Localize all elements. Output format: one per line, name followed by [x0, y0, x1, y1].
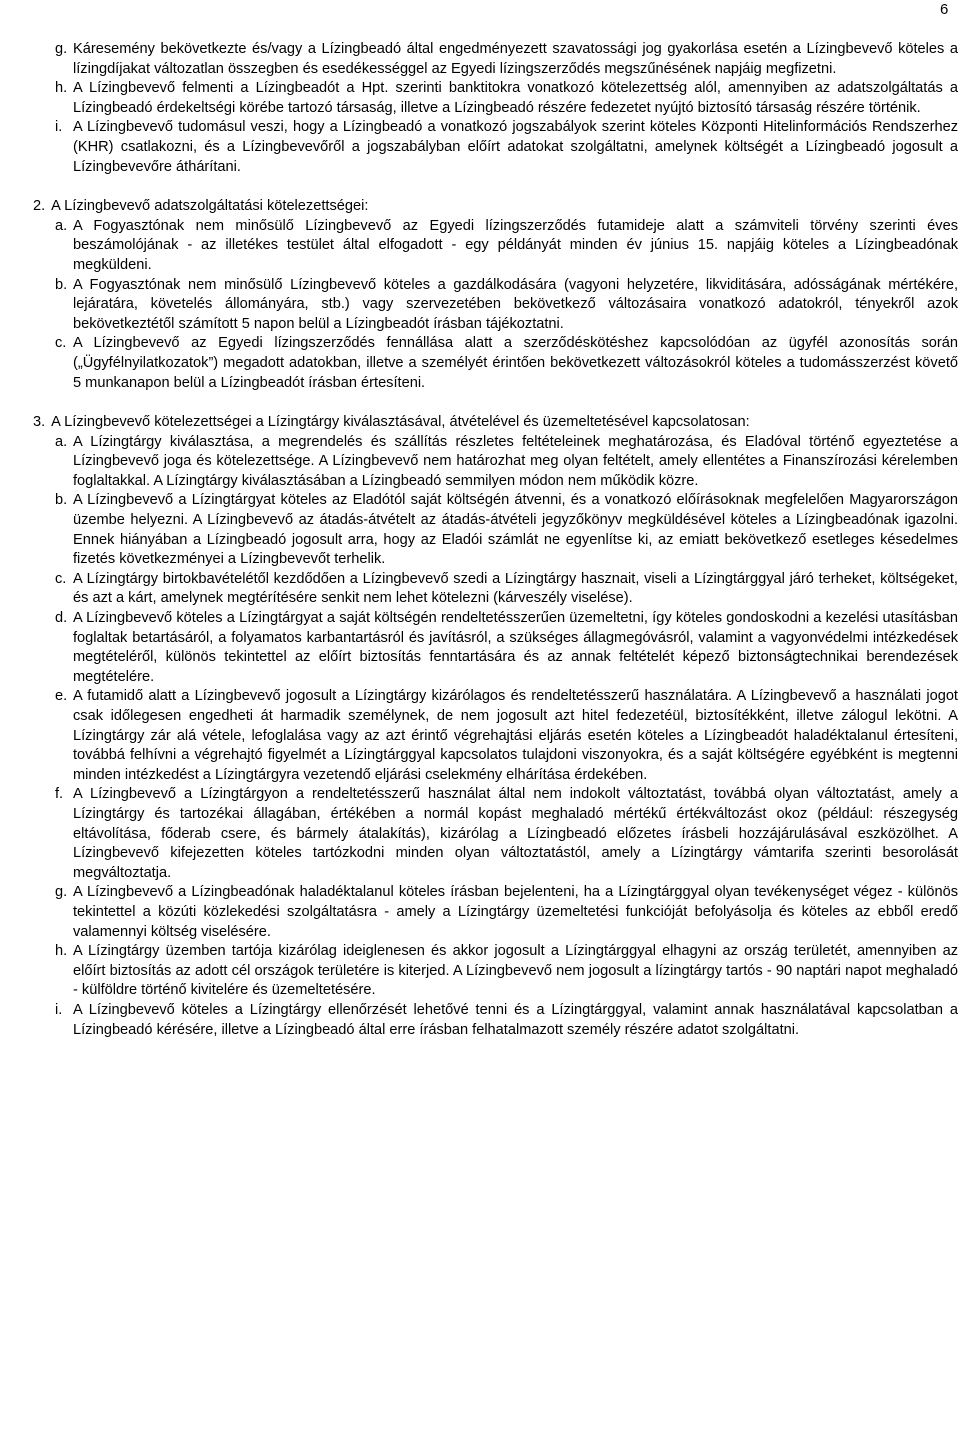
document-body	[33, 40, 958, 1040]
list-text: A Lízingbevevő a Lízingbeadónak haladéktalanul köteles írásban bejelenteni, ha a Lízingtárggyal olyan tevékenységet végez - különös tekintettel a közúti közlekedési szolgáltatásra - amely a Lízingtárgy üzemeltetési funkcióját befolyásolja és köteles az ebből eredő valamennyi költség viselésére.	[73, 884, 958, 940]
list-text: A Fogyasztónak nem minősülő Lízingbevevő az Egyedi lízingszerződés futamideje alatt a számviteli törvény szerinti éves beszámolójának - az illetékes testület által elfogadott - egy példányát minden év június 15. napjáig köteles a Lízingbeadónak megküldeni.	[73, 217, 958, 273]
section-heading-3	[33, 413, 958, 433]
list-item-2c	[33, 334, 958, 393]
section-title: A Lízingbevevő adatszolgáltatási kötelezettségei:	[51, 198, 369, 215]
list-item-3c	[33, 570, 958, 609]
list-marker: h.	[55, 80, 68, 97]
list-marker: h.	[55, 943, 68, 960]
list-marker: c.	[55, 570, 67, 587]
list-item-3a	[33, 433, 958, 492]
list-text: A futamidő alatt a Lízingbevevő jogosult a Lízingtárgy kizárólagos és rendeltetésszerű használatára. A Lízingbevevő a használati jogot csak időlegesen engedheti át harmadik személynek, de nem jogosult azt hitel fedezetéül, biztosítékként, illetve zálogul lekötni. A Lízingtárgy zár alá vétele, lefoglalása vagy az azt érintő végrehajtási eljárás esetén köteles a Lízingbeadót haladéktalanul értesíteni, továbbá felhívni a végrehajtó figyelmét a Lízingtárggyal kapcsolatos tulajdoni viszonyokra, és a saját költségére egyébként is megtenni minden intézkedést a Lízingtárgyra vezetendő eljárási cselekmény elhárítása érdekében.	[73, 688, 958, 783]
list-marker: a.	[55, 433, 68, 450]
list-item-3f	[33, 785, 958, 883]
list-item-3h	[33, 942, 958, 1001]
list-text: A Lízingbevevő a Lízingtárgyat köteles az Eladótól saját költségén átvenni, és a vonatkozó előírásoknak megfelelően Magyarországon üzembe helyezni. A Lízingbevevő az átadás-átvételt az átadás-átvételi jegyzőkönyv megküldésével köteles a Lízingbeadónak igazolni. Ennek hiányában a Lízingbeadó jogosult arra, hogy az Eladói számlát ne egyenlítse ki, az emiatt bekövetkező esetleges késedelmes fizetés következményei a Lízingbevevőt terhelik.	[73, 492, 958, 568]
list-item-3d	[33, 609, 958, 687]
list-item-1i	[33, 118, 958, 177]
list-text: A Lízingtárgy birtokbavételétől kezdődően a Lízingbevevő szedi a Lízingtárgy hasznait, viseli a Lízingtárggyal járó terheket, költségeket, és azt a kárt, amelynek megtérítésére senkit nem lehet kötelezni (kárveszély viselése).	[73, 570, 958, 607]
list-item-2a	[33, 217, 958, 276]
list-item-2b	[33, 276, 958, 335]
list-marker: e.	[55, 688, 68, 705]
list-marker: c.	[55, 335, 67, 352]
list-text: Káresemény bekövetkezte és/vagy a Lízingbeadó által engedményezett szavatossági jog gyakorlása esetén a Lízingbevevő köteles a lízingdíjakat változatlan összegben és esedékességgel az Egyedi lízingszerződés megszűnésének napjáig megfizetni.	[73, 41, 958, 77]
section-title: A Lízingbevevő kötelezettségei a Lízingtárgy kiválasztásával, átvételével és üzemeltetésével kapcsolatosan:	[51, 414, 750, 431]
list-marker: f.	[55, 786, 64, 803]
list-marker: i.	[55, 119, 63, 136]
list-item-3b	[33, 491, 958, 569]
section-heading-2	[33, 197, 958, 217]
list-item-1g	[33, 40, 958, 79]
section-number: 3.	[33, 414, 46, 431]
list-text: A Lízingbevevő a Lízingtárgyon a rendeltetésszerű használat által nem indokolt változtatást, továbbá olyan változtatást, amely a Lízingtárgy és tartozékai állagában, értékében a normál kopást meghaladó mértékű értékváltozást okoz (például: részegység eltávolítása, főderab csere, és bármely átalakítás), kizárólag a Lízingbeadó előzetes írásbeli hozzájárulásával eszközölhet. A Lízingbevevő kifejezetten köteles tartózkodni minden olyan változtatástól, amely a Lízingtárgy vámtarifa szerinti besorolását megváltoztatja.	[73, 786, 958, 881]
list-text: A Lízingbevevő felmenti a Lízingbeadót a Hpt. szerinti banktitokra vonatkozó kötelezettség alól, amennyiben az adatszolgáltatás a Lízingbeadó érdekeltségi körébe tartozó társaság, illetve a Lízingbeadó részére fedezetet nyújtó biztosító társaság részére történik.	[73, 80, 958, 116]
list-text: A Lízingbevevő az Egyedi lízingszerződés fennállása alatt a szerződéskötéshez kapcsolódóan az ügyfél azonosítás során („Ügyfélnyilatkozatok”) megadott adatokban, illetve a személyét érintően bekövetkezett változásokról köteles a tudomásszerzést követő 5 munkanapon belül a Lízingbeadót írásban értesíteni.	[73, 335, 958, 391]
list-marker: b.	[55, 492, 68, 509]
list-marker: g.	[55, 41, 68, 57]
list-marker: b.	[55, 276, 68, 293]
list-text: A Lízingtárgy üzemben tartója kizárólag ideiglenesen és akkor jogosult a Lízingtárggyal elhagyni az ország területét, amennyiben az előírt biztosítás az adott cél országok területére is kiterjed. A Lízingbevevő nem jogosult a lízingtárgy tartós - 90 naptári napot meghaladó - külföldre történő kivitelére és üzemeltetésére.	[73, 943, 958, 999]
section-number: 2.	[33, 198, 46, 215]
list-text: A Lízingtárgy kiválasztása, a megrendelés és szállítás részletes feltételeinek meghatározása, és Eladóval történő egyeztetése a Lízingbevevő joga és kötelezettsége. A Lízingbevevő nem határozhat meg olyan feltételt, amely ellentétes a Finanszírozási kérelemben foglaltakkal. A Lízingtárgy kiválasztásában a Lízingbeadó semmilyen módon nem működik közre.	[73, 433, 958, 489]
list-marker: g.	[55, 884, 68, 901]
list-marker: i.	[55, 1001, 63, 1018]
list-marker: a.	[55, 217, 68, 234]
list-text: A Fogyasztónak nem minősülő Lízingbevevő köteles a gazdálkodására (vagyoni helyzetére, likviditására, adósságának mértékére, lejáratára, követelés állományára, stb.) vagy szervezetében bekövetkező változásaira vonatkozó adatokról, tényekről azok bekövetkeztétől számított 5 napon belül a Lízingbeadót írásban tájékoztatni.	[73, 276, 958, 332]
list-item-3g	[33, 883, 958, 942]
list-item-3e	[33, 687, 958, 785]
list-item-1h	[33, 79, 958, 118]
list-text: A Lízingbevevő köteles a Lízingtárgyat a saját költségén rendeltetésszerűen üzemeltetni, így köteles gondoskodni a kezelési utasításban foglaltak betartásáról, a folyamatos karbantartásról és javításról, a szükséges állagmegóvásról, valamint a vagyonvédelmi intézkedések megtételéről, különös tekintettel az előírt biztosítás fenntartására és az annak feltételét képező biztonságtechnikai berendezések megtételére.	[73, 610, 958, 685]
list-item-3i	[33, 1001, 958, 1040]
list-marker: d.	[55, 610, 68, 627]
page-number: 6	[940, 1, 949, 18]
list-text: A Lízingbevevő tudomásul veszi, hogy a Lízingbeadó a vonatkozó jogszabályok szerint köteles Központi Hitelinformációs Rendszerhez (KHR) csatlakozni, és a Lízingbevevőről a jogszabályban előírt adatokat szolgáltatni, amelynek költségét a Lízingbeadó jogosult a Lízingbevevőre áthárítani.	[73, 119, 958, 175]
list-text: A Lízingbevevő köteles a Lízingtárgy ellenőrzését lehetővé tenni és a Lízingtárggyal, valamint annak használatával kapcsolatban a Lízingbeadó kérésére, illetve a Lízingbeadó által erre írásban felhatalmazott személy részére adatot szolgáltatni.	[73, 1001, 958, 1038]
